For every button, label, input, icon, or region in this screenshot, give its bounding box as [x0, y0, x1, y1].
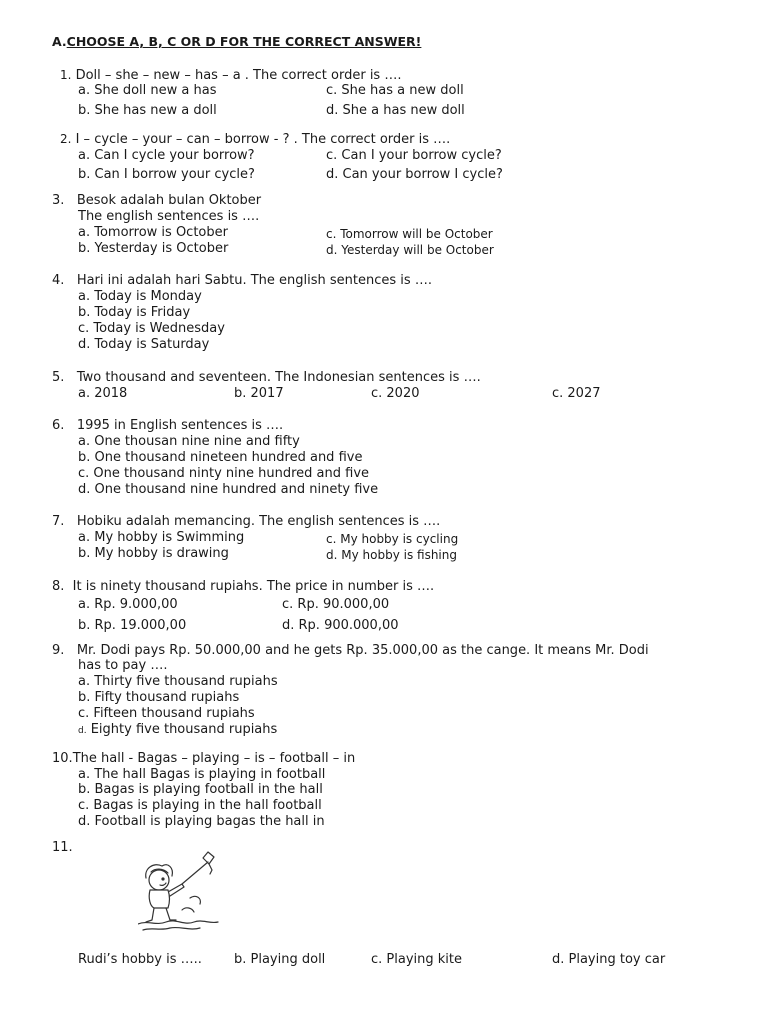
question-3: [52, 193, 261, 209]
option-b: b. My hobby is drawing: [78, 546, 229, 561]
option-c: c. Rp. 90.000,00: [282, 597, 390, 612]
question-text: 1995 in English sentences is ….: [76, 418, 284, 433]
option-a: a. Thirty five thousand rupiahs: [78, 674, 278, 689]
question-9-text2: has to pay ….: [78, 658, 168, 673]
question-number: 6.: [52, 418, 65, 433]
option-a: a. One thousan nine nine and fifty: [78, 434, 300, 449]
question-5: [52, 370, 481, 386]
question-text: It is ninety thousand rupiahs. The price in number is ….: [72, 579, 435, 594]
option-text: Eighty five thousand rupiahs: [90, 722, 278, 737]
option-d: d. My hobby is fishing: [326, 548, 457, 562]
option-a: a. Today is Monday: [78, 289, 202, 304]
option-c: c. Bagas is playing in the hall football: [78, 798, 322, 813]
option-c: c. Fifteen thousand rupiahs: [78, 706, 255, 721]
option-d: d. She a has new doll: [326, 103, 465, 118]
option-b: b. Bagas is playing football in the hall: [78, 782, 323, 797]
boy-flying-kite-illustration: [138, 848, 222, 934]
option-a: a. 2018: [78, 386, 128, 401]
option-b: b. Rp. 19.000,00: [78, 618, 187, 633]
question-number: 3.: [52, 193, 65, 208]
option-a: a. Can I cycle your borrow?: [78, 148, 255, 163]
question-text: Hobiku adalah memancing. The english sentences is ….: [76, 514, 441, 529]
option-c: c. Today is Wednesday: [78, 321, 225, 336]
option-a: a. She doll new a has: [78, 83, 217, 98]
question-7: [52, 514, 440, 530]
option-c: c. One thousand ninty nine hundred and five: [78, 466, 370, 481]
question-number: 7.: [52, 514, 65, 529]
option-d: d. Rp. 900.000,00: [282, 618, 399, 633]
question-number: 10.: [52, 751, 73, 766]
question-number: 9.: [52, 643, 65, 658]
section-title: [52, 34, 421, 50]
question-3-text2: The english sentences is ….: [78, 209, 260, 224]
question-1: [60, 67, 401, 84]
question-text: Besok adalah bulan Oktober: [76, 193, 262, 208]
question-9: [52, 643, 649, 659]
question-text: The hall - Bagas – playing – is – football – in: [72, 751, 356, 766]
option-d: d. Playing toy car: [552, 952, 666, 967]
option-a: a. Tomorrow is October: [78, 225, 228, 240]
question-8: [52, 579, 434, 595]
question-text: Hari ini adalah hari Sabtu. The english sentences is ….: [76, 273, 432, 288]
option-d: d. One thousand nine hundred and ninety five: [78, 482, 379, 497]
option-d: c. 2027: [552, 386, 601, 401]
option-a: a. Rp. 9.000,00: [78, 597, 178, 612]
question-text: Two thousand and seventeen. The Indonesian sentences is ….: [76, 370, 481, 385]
question-number: 4.: [52, 273, 65, 288]
option-d: d. Yesterday will be October: [326, 243, 494, 257]
question-2: [60, 131, 450, 148]
question-10: [52, 751, 355, 767]
option-b: b. 2017: [234, 386, 284, 401]
question-text: I – cycle – your – can – borrow - ? . The correct order is ….: [75, 132, 451, 147]
option-c: c. Tomorrow will be October: [326, 227, 493, 241]
option-c: c. She has a new doll: [326, 83, 464, 98]
option-b: b. One thousand nineteen hundred and five: [78, 450, 363, 465]
question-number: 8.: [52, 579, 65, 594]
option-d: d. Today is Saturday: [78, 337, 210, 352]
option-d: d. Can your borrow I cycle?: [326, 167, 503, 182]
question-11-number: 11.: [52, 840, 73, 855]
option-a: a. The hall Bagas is playing in football: [78, 767, 326, 782]
section-prefix: A.: [52, 34, 67, 49]
option-c: c. My hobby is cycling: [326, 532, 459, 546]
question-number: 5.: [52, 370, 65, 385]
option-b: b. Playing doll: [234, 952, 326, 967]
question-text: Mr. Dodi pays Rp. 50.000,00 and he gets Rp. 35.000,00 as the cange. It means Mr. Dodi: [76, 643, 649, 658]
question-number: 1.: [60, 68, 72, 82]
option-c: c. Playing kite: [371, 952, 462, 967]
option-a: a. My hobby is Swimming: [78, 530, 245, 545]
option-letter: d.: [78, 726, 87, 736]
question-6: [52, 418, 283, 434]
option-b: b. Yesterday is October: [78, 241, 229, 256]
option-d: d. Football is playing bagas the hall in: [78, 814, 325, 829]
question-number: 2.: [60, 132, 72, 146]
option-c: c. Can I your borrow cycle?: [326, 148, 502, 163]
option-b: b. Today is Friday: [78, 305, 191, 320]
question-4: [52, 273, 432, 289]
question-text: Doll – she – new – has – a . The correct order is ….: [75, 68, 402, 83]
option-d: [78, 722, 277, 739]
option-b: b. Can I borrow your cycle?: [78, 167, 255, 182]
section-instruction: CHOOSE A, B, C OR D FOR THE CORRECT ANSWER!: [66, 34, 422, 49]
option-b: b. Fifty thousand rupiahs: [78, 690, 240, 705]
option-b: b. She has new a doll: [78, 103, 217, 118]
question-11-text: Rudi’s hobby is …..: [78, 952, 202, 967]
option-c: c. 2020: [371, 386, 420, 401]
